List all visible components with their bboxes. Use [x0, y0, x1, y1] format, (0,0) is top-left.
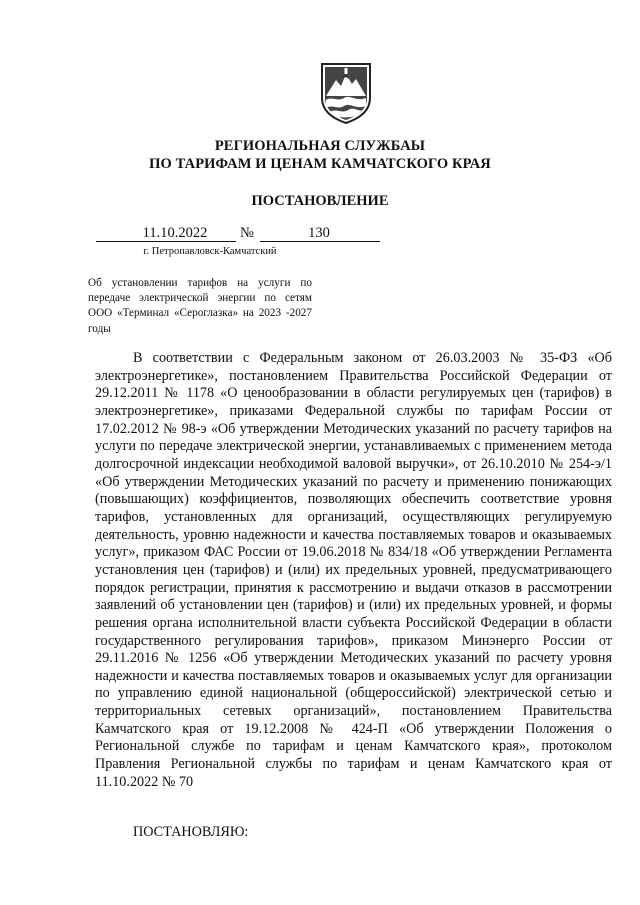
doc-body-paragraph: В соответствии с Федеральным законом от 26.03.2003 № 35-ФЗ «Об электроэнергетике», постановлением Правительства Российской Федерации от 29.12.2011 № 1178 «О ценообразовании в области регулируемых цен (тарифов) в электроэнергетике», приказами Федеральной службы по тарифам России от 17.02.2012 № 98-э «Об утверждении Методических указаний по расчету тарифов на услуги по передаче электрической энергии, устанавливаемых с применением метода долгосрочной индексации необходимой валовой выручки», от 26.10.2010 № 254-э/1 «Об утверждении Методических указаний по расчету и применению понижающих (повышающих) коэффициентов, позволяющих обеспечить соответствие уровня тарифов, установленных для организаций, осуществляющих регулируемую деятельность, уровню надежности и качества поставляемых товаров и оказываемых услуг», приказом ФАС России от 19.06.2018 № 834/18 «Об утверждении Регламента установления цен (тарифов) и (или) их предельных уровней, предусматривающего порядок регистрации, принятия к рассмотрению и выдачи отказов в рассмотрении заявлений об установлении цен (тарифов) и (или) их предельных уровней, и формы решения органа исполнительной власти субъекта Российской Федерации в области государственного регулирования тарифов», приказом Минэнерго России от 29.11.2016 № 1256 «Об утверждении Методических указаний по расчету уровня надежности и качества поставляемых товаров и оказываемых услуг для организации по управлению единой национальной (общероссийской) электрической сетью и территориальных сетевых организаций», постановлением Правительства Камчатского края от 19.12.2008 № 424-П «Об утверждении Положения о Региональной службе по тарифам и ценам Камчатского края», протоколом Правления Региональной службы по тарифам и ценам Камчатского края от 11.10.2022 № 70: [95, 350, 612, 790]
doc-city: г. Петропавловск-Камчатский: [143, 246, 277, 257]
doc-number-label: №: [240, 225, 254, 241]
doc-subject: Об установлении тарифов на услуги по передаче электрической энергии по сетям ООО «Терминал «Сероглазка» на 2023 -2027 годы: [88, 277, 312, 335]
resolve-heading: ПОСТАНОВЛЯЮ:: [133, 824, 249, 840]
doc-type-title: ПОСТАНОВЛЕНИЕ: [251, 193, 389, 209]
org-title-line1: РЕГИОНАЛЬНАЯ СЛУЖБАЫ: [214, 138, 426, 154]
date-underline: [96, 241, 236, 242]
org-title-line2: ПО ТАРИФАМ И ЦЕНАМ КАМЧАТСКОГО КРАЯ: [149, 156, 491, 172]
kamchatka-coat-of-arms-icon: [320, 62, 372, 124]
doc-date: 11.10.2022: [142, 225, 208, 241]
doc-number: 130: [308, 225, 330, 241]
number-underline: [260, 241, 380, 242]
